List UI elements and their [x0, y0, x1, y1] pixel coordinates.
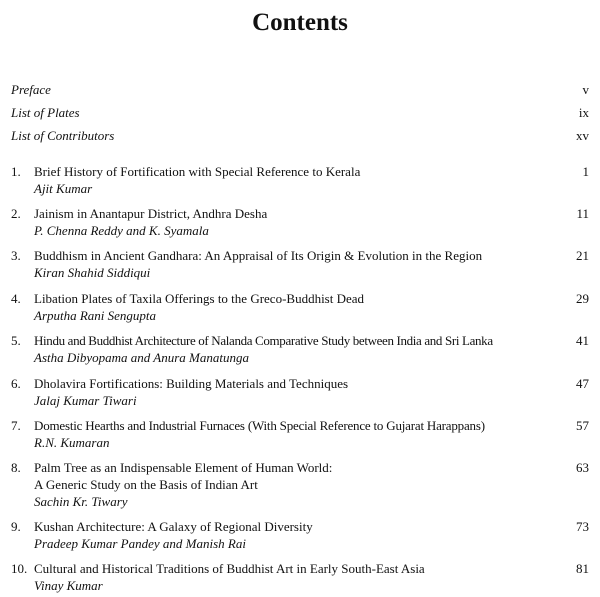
- page-number: v: [582, 82, 589, 97]
- chapter-entry-8: [11, 459, 589, 510]
- chapter-number: 7.: [11, 418, 21, 433]
- page-number: 47: [576, 376, 589, 391]
- front-matter-list-of-contributors: [11, 126, 589, 146]
- chapter-number: 1.: [11, 164, 21, 179]
- page-number: 41: [576, 333, 589, 348]
- page-number: ix: [578, 105, 589, 120]
- chapter-authors: Sachin Kr. Tiwary: [34, 494, 128, 509]
- chapter-authors: Ajit Kumar: [34, 181, 93, 196]
- chapter-title: Dholavira Fortifications: Building Materials and Techniques: [34, 376, 349, 391]
- chapter-title: Hindu and Buddhist Architecture of Nalanda Comparative Study between India and Sri Lanka: [34, 333, 493, 348]
- chapter-number: 9.: [11, 519, 21, 534]
- front-matter-list-of-plates: [11, 103, 589, 123]
- chapter-title: Libation Plates of Taxila Offerings to the Greco-Buddhist Dead: [34, 291, 365, 306]
- chapter-number: 8.: [11, 460, 21, 475]
- chapter-title: Kushan Architecture: A Galaxy of Regional Diversity: [34, 519, 313, 534]
- chapter-title: Jainism in Anantapur District, Andhra Desha: [34, 206, 268, 221]
- chapter-entry-5: [11, 332, 589, 366]
- chapter-authors: Vinay Kumar: [34, 578, 103, 593]
- front-matter-label: List of Contributors: [11, 128, 115, 143]
- chapter-entry-10: [11, 560, 589, 594]
- chapter-authors: Pradeep Kumar Pandey and Manish Rai: [34, 536, 246, 551]
- chapter-entry-1: [11, 163, 589, 197]
- chapter-number: 2.: [11, 206, 21, 221]
- chapter-authors: P. Chenna Reddy and K. Syamala: [34, 223, 209, 238]
- page-number: 57: [576, 418, 589, 433]
- chapter-authors: Astha Dibyopama and Anura Manatunga: [34, 350, 249, 365]
- page-number: 1: [582, 164, 589, 179]
- chapter-entry-4: [11, 290, 589, 324]
- chapter-authors: Jalaj Kumar Tiwari: [34, 393, 137, 408]
- page-title: Contents: [252, 9, 348, 36]
- chapter-entry-7: [11, 417, 589, 451]
- chapter-title: Buddhism in Ancient Gandhara: An Appraisal of Its Origin & Evolution in the Region: [34, 248, 483, 263]
- chapter-title: Domestic Hearths and Industrial Furnaces (With Special Reference to Gujarat Harappans): [34, 418, 485, 433]
- chapter-title-line-2: A Generic Study on the Basis of Indian Art: [34, 477, 258, 492]
- front-matter-label: Preface: [11, 82, 51, 97]
- chapter-number: 10.: [11, 561, 28, 576]
- chapter-authors: Kiran Shahid Siddiqui: [34, 265, 151, 280]
- front-matter-label: List of Plates: [11, 105, 80, 120]
- chapter-entry-2: [11, 205, 589, 239]
- page-number: 81: [576, 561, 589, 576]
- page-number: xv: [576, 128, 589, 143]
- chapter-number: 4.: [11, 291, 21, 306]
- chapter-number: 6.: [11, 376, 21, 391]
- page-number: 11: [576, 206, 589, 221]
- front-matter-preface: [11, 80, 589, 100]
- chapter-title-line-1: Palm Tree as an Indispensable Element of Human World:: [34, 460, 333, 475]
- chapter-number: 5.: [11, 333, 21, 348]
- chapter-number: 3.: [11, 248, 21, 263]
- page-number: 63: [576, 460, 589, 475]
- chapter-title: Brief History of Fortification with Special Reference to Kerala: [34, 164, 361, 179]
- chapter-authors: Arputha Rani Sengupta: [34, 308, 157, 323]
- chapter-title: Cultural and Historical Traditions of Buddhist Art in Early South-East Asia: [34, 561, 425, 576]
- chapter-entry-9: [11, 518, 589, 552]
- page-number: 29: [576, 291, 589, 306]
- chapter-entry-3: [11, 247, 589, 281]
- chapter-authors: R.N. Kumaran: [34, 435, 110, 450]
- page-number: 73: [576, 519, 589, 534]
- page-number: 21: [576, 248, 589, 263]
- chapter-entry-6: [11, 375, 589, 409]
